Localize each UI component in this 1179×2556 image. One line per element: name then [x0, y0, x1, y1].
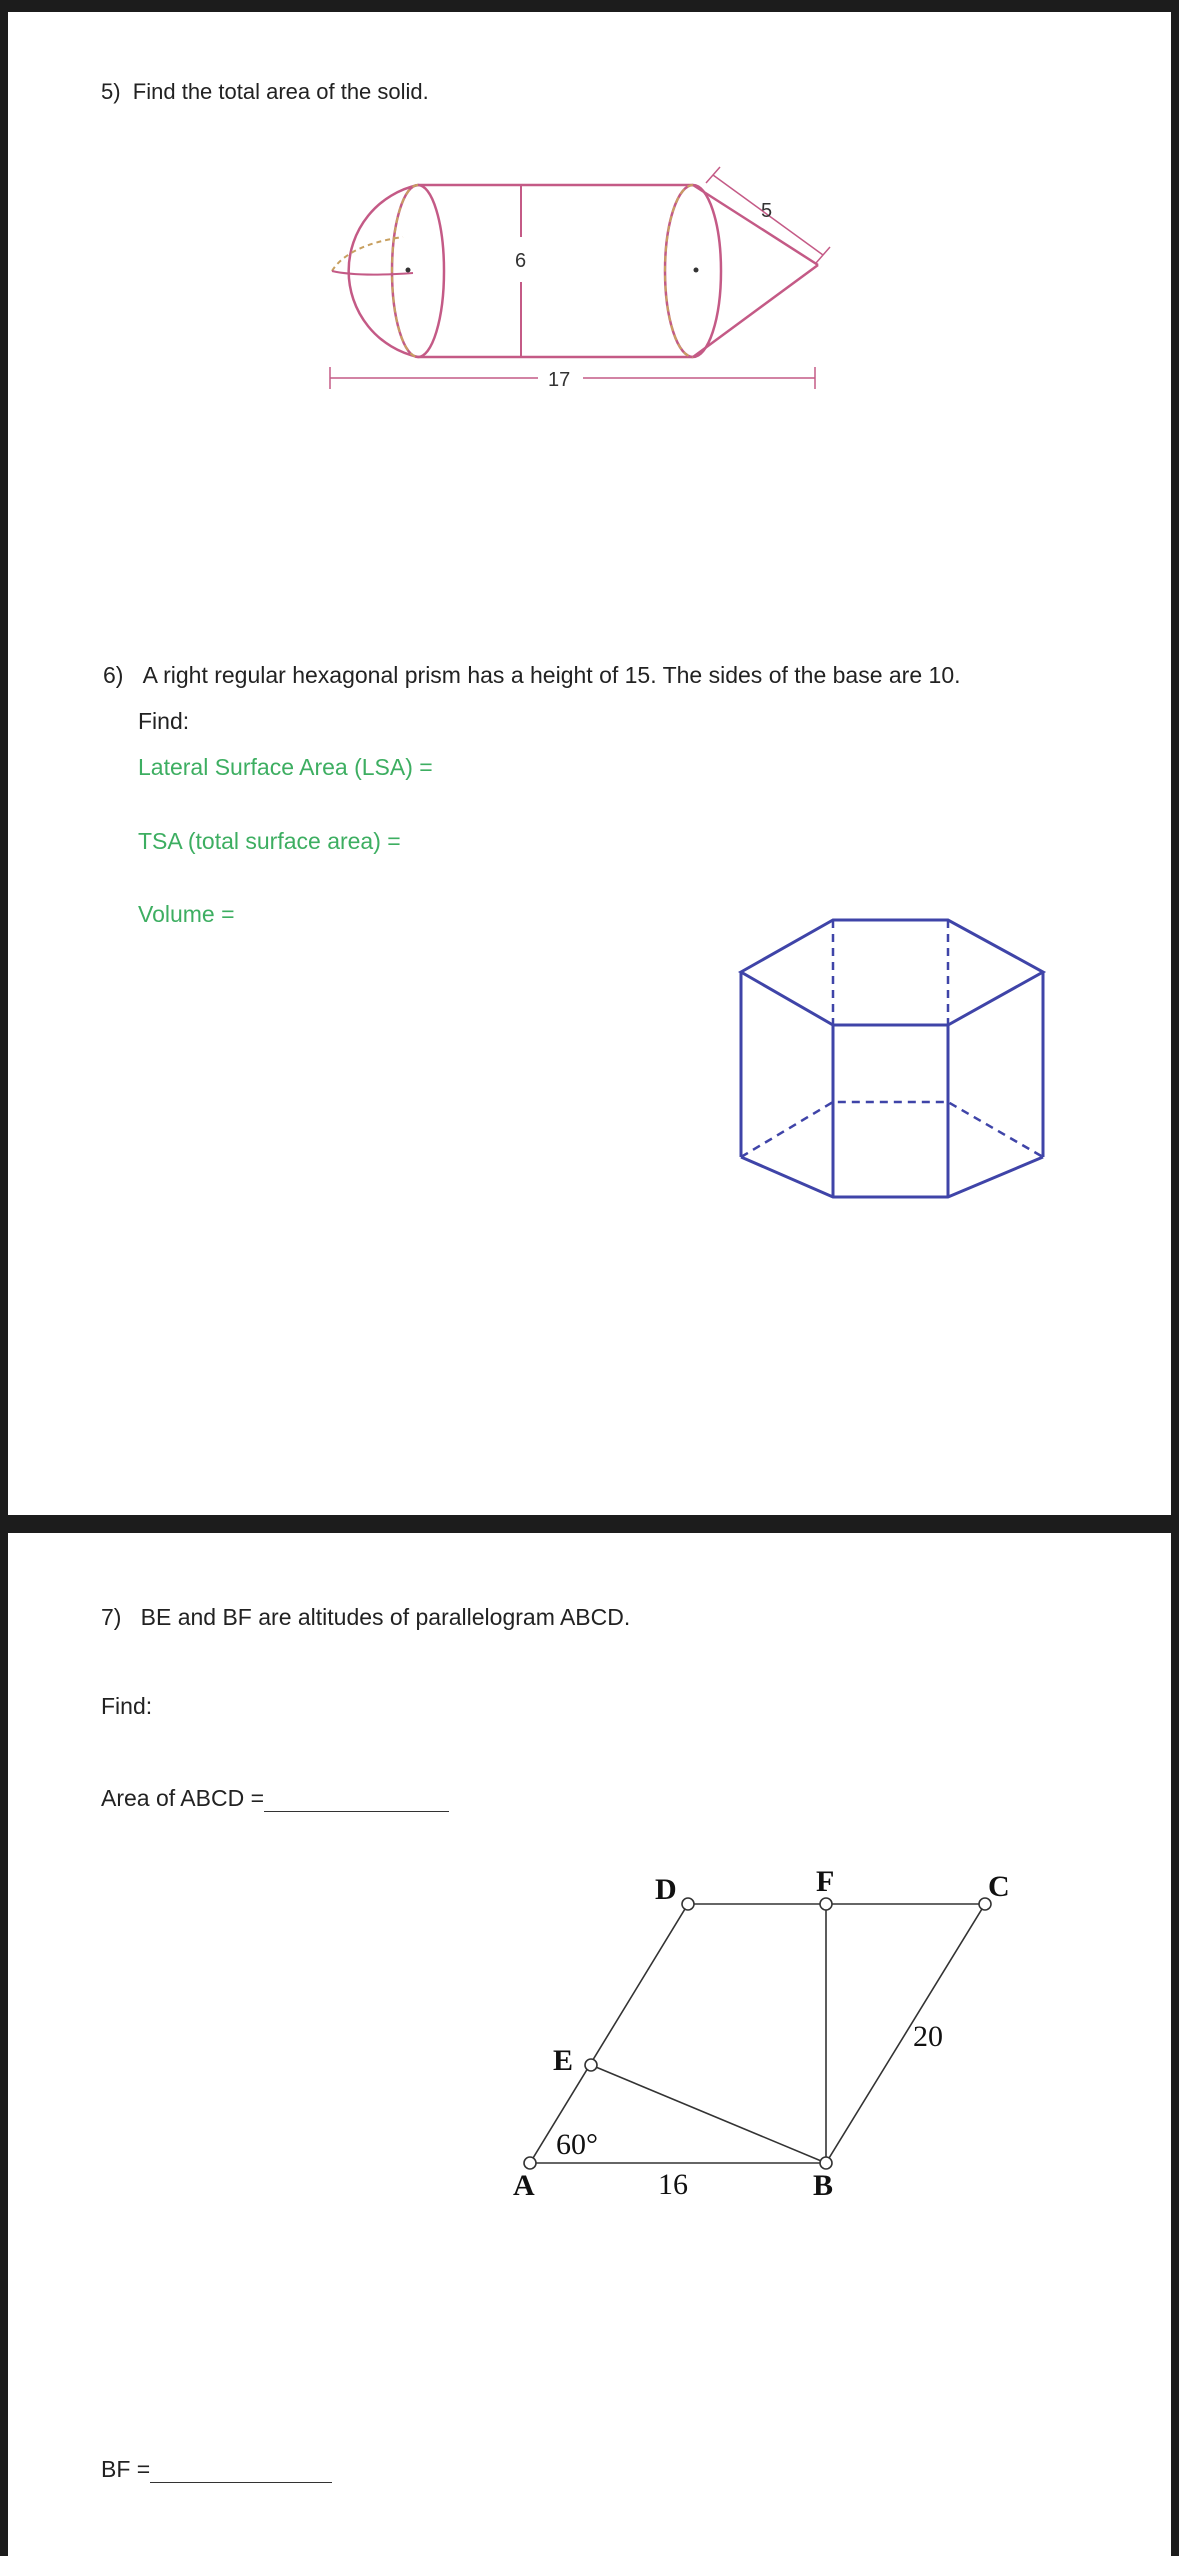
hemisphere-cap-bottom: [332, 271, 413, 275]
side-ab-label: 16: [658, 2168, 688, 2201]
q6-tsa-label: TSA (total surface area) =: [138, 828, 401, 854]
q5-text: Find the total area of the solid.: [132, 79, 429, 104]
q7-number: 7): [101, 1604, 122, 1630]
worksheet-page-1: [8, 12, 1171, 1515]
vertex-label-e: E: [553, 2044, 574, 2077]
hexagonal-prism-figure: [738, 917, 1058, 1197]
q7-area-row: [101, 1785, 449, 1812]
q7-area-label: Area of ABCD =: [101, 1785, 264, 1811]
q7-bf-row: [101, 2456, 332, 2483]
angle-label: 60°: [556, 2128, 598, 2161]
q7-prompt: [101, 1604, 630, 1631]
capsule-solid-figure: [308, 157, 868, 397]
q6-text: A right regular hexagonal prism has a height of 15. The sides of the base are 10.: [142, 662, 961, 688]
side-bc-label: 20: [913, 2020, 943, 2053]
q6-lsa-label: Lateral Surface Area (LSA) =: [138, 754, 433, 780]
worksheet-page-2: [8, 1533, 1171, 2556]
q6-find: Find:: [138, 708, 190, 734]
q6-prompt: [103, 662, 961, 689]
vertex-label-d: D: [655, 1873, 677, 1906]
vertex-label-c: C: [988, 1870, 1010, 1903]
vertex-label-a: A: [513, 2169, 535, 2202]
q7-text: BE and BF are altitudes of parallelogram ABCD.: [140, 1604, 631, 1630]
q7-find: Find:: [101, 1693, 153, 1719]
bf-answer-blank[interactable]: [150, 2482, 332, 2483]
parallelogram-figure: [498, 1865, 1038, 2202]
slant-label: 5: [761, 200, 773, 222]
q6-number: 6): [103, 662, 124, 688]
q5-prompt: [101, 79, 429, 105]
q6-volume-label: Volume =: [138, 901, 235, 927]
vertex-label-f: F: [816, 1865, 835, 1898]
length-label: 17: [548, 369, 571, 391]
q7-bf-label: BF =: [101, 2456, 151, 2482]
hemisphere-base-hidden: [392, 185, 418, 357]
q5-number: 5): [101, 79, 121, 104]
area-answer-blank[interactable]: [264, 1811, 449, 1812]
vertex-label-b: B: [813, 2169, 834, 2202]
height-label: 6: [515, 250, 527, 272]
